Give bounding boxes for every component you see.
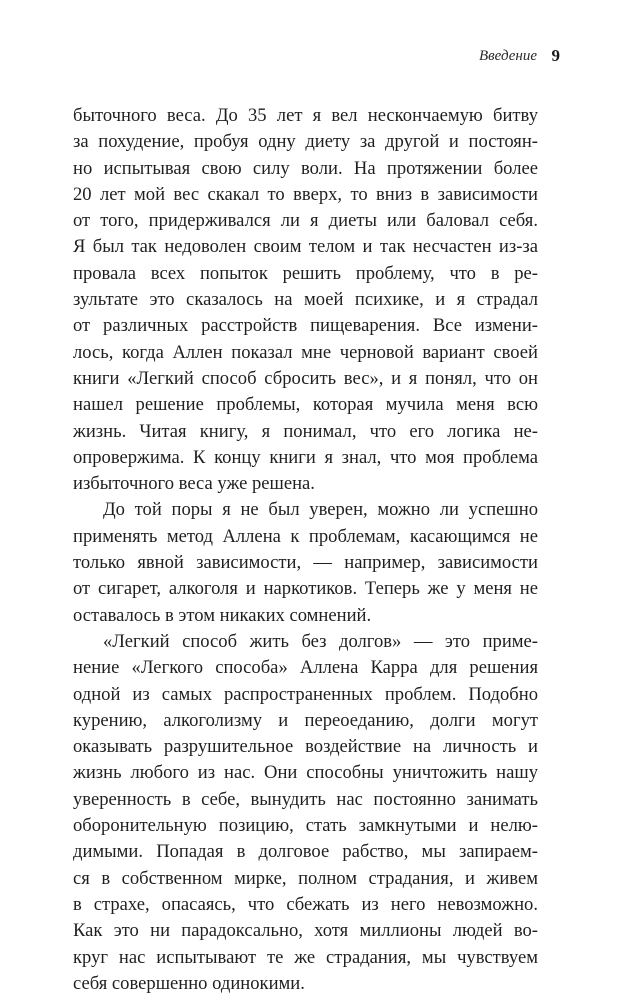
text-line: от того, придерживался ли я диеты или баловал себя.: [73, 210, 538, 232]
page-number: 9: [551, 46, 560, 65]
text-line: одной из самых распространенных проблем. Подобно: [73, 683, 538, 705]
text-line: себя совершенно одинокими.: [73, 972, 305, 994]
body-text: [73, 103, 538, 997]
text-line: от сигарет, алкоголя и наркотиков. Теперь же у меня не: [73, 578, 538, 600]
text-line: 20 лет мой вес скакал то вверх, то вниз в зависимости: [73, 183, 538, 205]
text-line: применять метод Аллена к проблемам, касающимся не: [73, 525, 538, 547]
text-line: ся в собственном мирке, полном страдания, и живем: [73, 867, 538, 889]
text-line: уверенность в себе, вынудить нас постоянно занимать: [73, 788, 538, 810]
text-line: за похудение, пробуя одну диету за другой и постоян-: [73, 131, 538, 153]
text-line: быточного веса. До 35 лет я вел нескончаемую битву: [73, 105, 538, 126]
text-line: оборонительную позицию, стать замкнутыми и нелю-: [73, 815, 538, 837]
text-line: только явной зависимости, — например, зависимости: [73, 552, 538, 574]
text-line: лось, когда Аллен показал мне черновой вариант своей: [73, 341, 538, 363]
text-line: зультате это сказалось на моей психике, и я страдал: [73, 289, 538, 311]
running-head-title: Введение: [479, 48, 537, 64]
text-line: от различных расстройств пищеварения. Все измени-: [73, 315, 538, 337]
text-line: Как это ни парадоксально, хотя миллионы людей во-: [73, 920, 538, 942]
paragraph-2: [73, 497, 538, 628]
text-line: провала всех попыток решить проблему, что в ре-: [73, 262, 538, 284]
text-line: димыми. Попадая в долговое рабство, мы запираем-: [73, 841, 538, 863]
paragraph-1: [73, 103, 538, 497]
text-line: «Легкий способ жить без долгов» — это приме-: [103, 630, 538, 652]
text-line: но испытывая свою силу воли. На протяжении более: [73, 157, 538, 179]
text-line: книги «Легкий способ сбросить вес», и я понял, что он: [73, 367, 538, 389]
text-line: жизнь. Читая книгу, я понимал, что его логика не-: [73, 420, 538, 442]
text-line: опровержима. К концу книги я знал, что моя проблема: [73, 446, 538, 468]
text-line: в страхе, опасаясь, что сбежать из него невозможно.: [73, 893, 538, 915]
text-line: оказывать разрушительное воздействие на личность и: [73, 736, 538, 758]
text-line: нение «Легкого способа» Аллена Карра для решения: [73, 657, 538, 679]
text-line: Я был так недоволен своим телом и так несчастен из-за: [73, 236, 538, 258]
text-line: нашел решение проблемы, которая мучила меня всю: [73, 394, 538, 416]
text-line: До той поры я не был уверен, можно ли успешно: [103, 499, 538, 521]
text-line: оставалось в этом никаких сомнений.: [73, 604, 372, 626]
text-line: курению, алкоголизму и переоеданию, долги могут: [73, 709, 538, 731]
text-line: жизнь любого из нас. Они способны уничтожить нашу: [73, 762, 538, 784]
text-line: круг нас испытывают те же страдания, мы чувствуем: [73, 946, 538, 968]
text-line: избыточного веса уже решена.: [73, 473, 315, 495]
paragraph-3: [73, 629, 538, 997]
